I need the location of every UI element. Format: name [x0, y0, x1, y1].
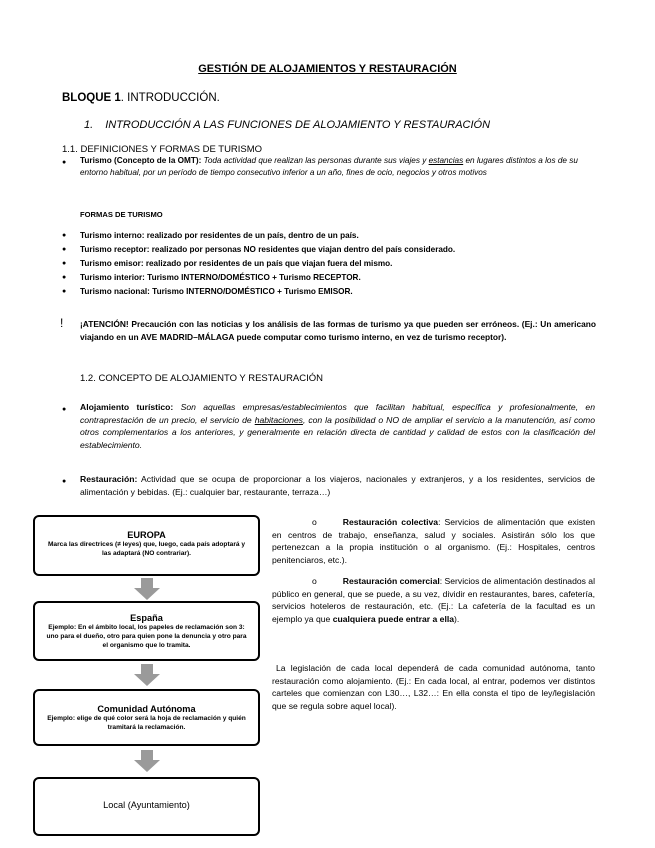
- restauracion-colectiva: [272, 516, 595, 566]
- diagram-box-title: Comunidad Autónoma: [97, 704, 196, 714]
- diagram-box-subtitle: Marca las directrices (≠ leyes) que, luego, cada país adoptará y las adaptará (NO contrariar).: [47, 541, 246, 557]
- turismo-term: Turismo (Concepto de la OMT):: [80, 156, 202, 165]
- subsection-1-1-heading: 1.1. DEFINICIONES Y FORMAS DE TURISMO: [62, 144, 263, 155]
- circle-bullet-icon: o: [312, 517, 317, 527]
- diagram-box-europa: [33, 515, 260, 576]
- bullet-dot-icon: ●: [62, 159, 67, 166]
- bullet-dot-icon: ●: [62, 232, 67, 239]
- alojamiento-term: Alojamiento turístico:: [80, 402, 174, 412]
- atencion-note: [80, 318, 596, 343]
- forma-item: Turismo receptor: realizado por personas NO residentes que viajan dentro del país considerado.: [80, 245, 456, 254]
- forma-item: Turismo interno: realizado por residentes de un país, dentro de un país.: [80, 231, 359, 240]
- forma-item: Turismo emisor: realizado por residentes de un país que viajan fuera del mismo.: [80, 259, 393, 268]
- restauracion-def: Actividad que se ocupa de proporcionar a los viajeros, nacionales y extranjeros, y a los residentes, servicios de alimentación y bebidas. (Ej.: cualquier bar, restaurante, terraza…): [80, 474, 596, 497]
- atencion-text: Precaución con las noticias y los análisis de las formas de turismo ya que pueden ser erróneos. (Ej.: Un americano viajando en un AVE MADRID–MÁLAGA puede computar como turismo interno, en vez de turismo receptor).: [80, 319, 596, 342]
- bloque-label: BLOQUE 1: [62, 92, 121, 104]
- bloque-title: . INTRODUCCIÓN.: [120, 92, 220, 104]
- forma-item: Turismo interior: Turismo INTERNO/DOMÉSTICO + Turismo RECEPTOR.: [80, 273, 361, 282]
- formas-title: FORMAS DE TURISMO: [80, 210, 163, 219]
- bullet-dot-icon: ●: [62, 478, 67, 485]
- colectiva-term: Restauración colectiva: [342, 517, 439, 527]
- comercial-text: : Servicios de alimentación destinados al público en general, que se puede, a su vez, dividir en restaurantes, bares, cafetería, servicios hoteleros de restauración, etc. (Ej.: La cafetería de la facultad es un ejemplo ya que: [272, 576, 595, 624]
- circle-bullet-icon: o: [312, 576, 317, 586]
- diagram-box-title: EUROPA: [127, 530, 166, 540]
- alojamiento-def-1: Son aquellas empresas/establecimientos que facilitan habitual, específica y profesionalmente, en contraprestación de un precio, el servicio de: [80, 402, 595, 425]
- diagram-box-title: España: [130, 613, 163, 623]
- list-item: [62, 231, 602, 245]
- alojamiento-definition: [80, 401, 595, 451]
- colectiva-text: : Servicios de alimentación que existen en centros de trabajo, enseñanza, salud y sociales. Asistirán sólo los que pertenezcan a la propia institución o al organismo. (Ej.: Hospitales, centros penitenciaros, etc.).: [272, 517, 595, 565]
- diagram-box-local: [33, 777, 260, 836]
- list-item: [62, 259, 602, 273]
- list-item: [62, 273, 602, 287]
- forma-item: Turismo nacional: Turismo INTERNO/DOMÉSTICO + Turismo EMISOR.: [80, 287, 353, 296]
- restauracion-comercial: [272, 575, 595, 625]
- turismo-definition: [80, 155, 595, 179]
- section-1-number: 1.: [84, 119, 94, 131]
- restauracion-term: Restauración:: [80, 474, 138, 484]
- list-item: [62, 245, 602, 259]
- bullet-dot-icon: ●: [62, 406, 67, 413]
- bullet-dot-icon: ●: [62, 246, 67, 253]
- legislacion-paragraph: La legislación de cada local dependerá de cada comunidad autónoma, tanto restauración como alojamiento. (Ej.: En cada local, al entrar, podemos ver distintos carteles que comienzan con L30…, L32…: En ella consta el tipo de ley/legislación que se regula sobre aquel local).: [272, 663, 595, 711]
- turismo-def-2: en lugares distintos a los de su entorno habitual, por un período de tiempo consecutivo inferior a un año, fines de ocio, negocios y otros motivos: [80, 156, 578, 177]
- comercial-bold: cualquiera puede entrar a ella: [332, 613, 455, 624]
- restauracion-definition: [80, 473, 595, 498]
- alojamiento-def-link: habitaciones: [254, 414, 303, 425]
- section-1-heading: [84, 119, 490, 131]
- section-1-title: INTRODUCCIÓN A LAS FUNCIONES DE ALOJAMIENTO Y RESTAURACIÓN: [105, 119, 491, 131]
- subsection-1-2-heading: 1.2. CONCEPTO DE ALOJAMIENTO Y RESTAURACIÓN: [80, 373, 324, 384]
- atencion-label: ¡ATENCIÓN!: [80, 319, 129, 329]
- diagram-box-comunidad: [33, 689, 260, 746]
- diagram-box-espana: [33, 601, 260, 661]
- bullet-dot-icon: ●: [62, 288, 67, 295]
- bloque-heading: [62, 92, 220, 104]
- diagram-box-subtitle: Ejemplo: elige de qué color será la hoja de reclamación y quién tramitará la reclamación.: [47, 715, 246, 731]
- warning-icon: !: [60, 316, 64, 330]
- turismo-def-link: estancias: [428, 156, 464, 165]
- document-title: GESTIÓN DE ALOJAMIENTOS Y RESTAURACIÓN: [198, 63, 457, 75]
- comercial-term: Restauración comercial: [342, 576, 440, 586]
- diagram-box-title: Local (Ayuntamiento): [103, 800, 190, 810]
- formas-list: [62, 231, 602, 301]
- bullet-dot-icon: ●: [62, 274, 67, 281]
- alojamiento-def-2: , con la posibilidad o NO de ampliar el servicio a la manutención, así como otros complementarios a los anteriores, y generalmente en relación directa de cantidad y calidad de estos con la clasificación del establecimiento.: [80, 414, 595, 450]
- diagram-box-subtitle: Ejemplo: En el ámbito local, los papeles de reclamación son 3: uno para el dueño, otro para quien pone la denuncia y otro para el organismo que lo tramita.: [46, 624, 247, 649]
- comercial-end: ).: [454, 613, 460, 624]
- bullet-dot-icon: ●: [62, 260, 67, 267]
- list-item: [62, 287, 602, 301]
- turismo-def-1: Toda actividad que realizan las personas durante sus viajes y: [203, 156, 427, 165]
